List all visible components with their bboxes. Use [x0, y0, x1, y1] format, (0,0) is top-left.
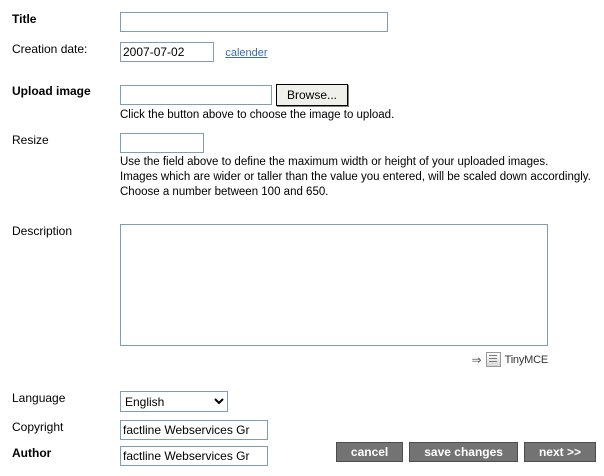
language-select[interactable]	[120, 391, 228, 412]
next-button[interactable]: next >>	[524, 442, 596, 462]
creation-date-row	[0, 42, 604, 62]
browse-button[interactable]: Browse...	[276, 84, 348, 106]
language-field-cell	[120, 391, 604, 412]
title-row	[0, 12, 604, 32]
upload-image-hint: Click the button above to choose the image to upload.	[120, 109, 395, 121]
calender-link[interactable]: calender	[225, 47, 268, 59]
copyright-row	[0, 420, 604, 440]
upload-image-label: Upload image	[12, 84, 91, 98]
resize-hint-line3: Choose a number between 100 and 650.	[120, 186, 329, 198]
description-textarea[interactable]	[120, 224, 548, 346]
creation-date-input[interactable]	[120, 42, 214, 62]
file-path-input[interactable]	[120, 85, 272, 105]
author-label: Author	[12, 446, 52, 460]
description-row	[0, 224, 604, 367]
description-field-cell	[120, 224, 604, 367]
resize-row	[0, 133, 604, 200]
copyright-label: Copyright	[12, 420, 64, 434]
resize-field-cell	[120, 133, 604, 200]
creation-date-field-cell	[120, 42, 604, 62]
creation-date-label: Creation date:	[12, 42, 88, 56]
resize-hint-line2: Images which are wider or taller than the value you entered, will be scaled down accordingly.	[120, 171, 591, 183]
resize-hint-line1: Use the field above to define the maximum width or height of your uploaded images.	[120, 156, 549, 168]
upload-image-field-cell	[120, 84, 604, 123]
form-action-bar	[336, 442, 596, 462]
title-field-cell	[120, 12, 604, 32]
copyright-field-cell	[120, 420, 604, 440]
save-changes-button[interactable]: save changes	[409, 442, 518, 462]
author-input[interactable]	[120, 446, 268, 466]
arrow-right-icon: ⇒	[471, 352, 482, 367]
resize-label: Resize	[12, 133, 49, 147]
tinymce-label[interactable]: TinyMCE	[504, 353, 548, 366]
copyright-input[interactable]	[120, 420, 268, 440]
tinymce-icon[interactable]	[486, 352, 501, 367]
upload-image-row	[0, 84, 604, 123]
resize-input[interactable]	[120, 133, 204, 153]
language-label: Language	[12, 391, 66, 405]
tinymce-toggle-row	[120, 352, 548, 367]
description-label: Description	[12, 224, 73, 238]
title-label: Title	[12, 12, 37, 26]
title-input[interactable]	[120, 12, 388, 32]
language-row	[0, 391, 604, 412]
cancel-button[interactable]: cancel	[336, 442, 403, 462]
